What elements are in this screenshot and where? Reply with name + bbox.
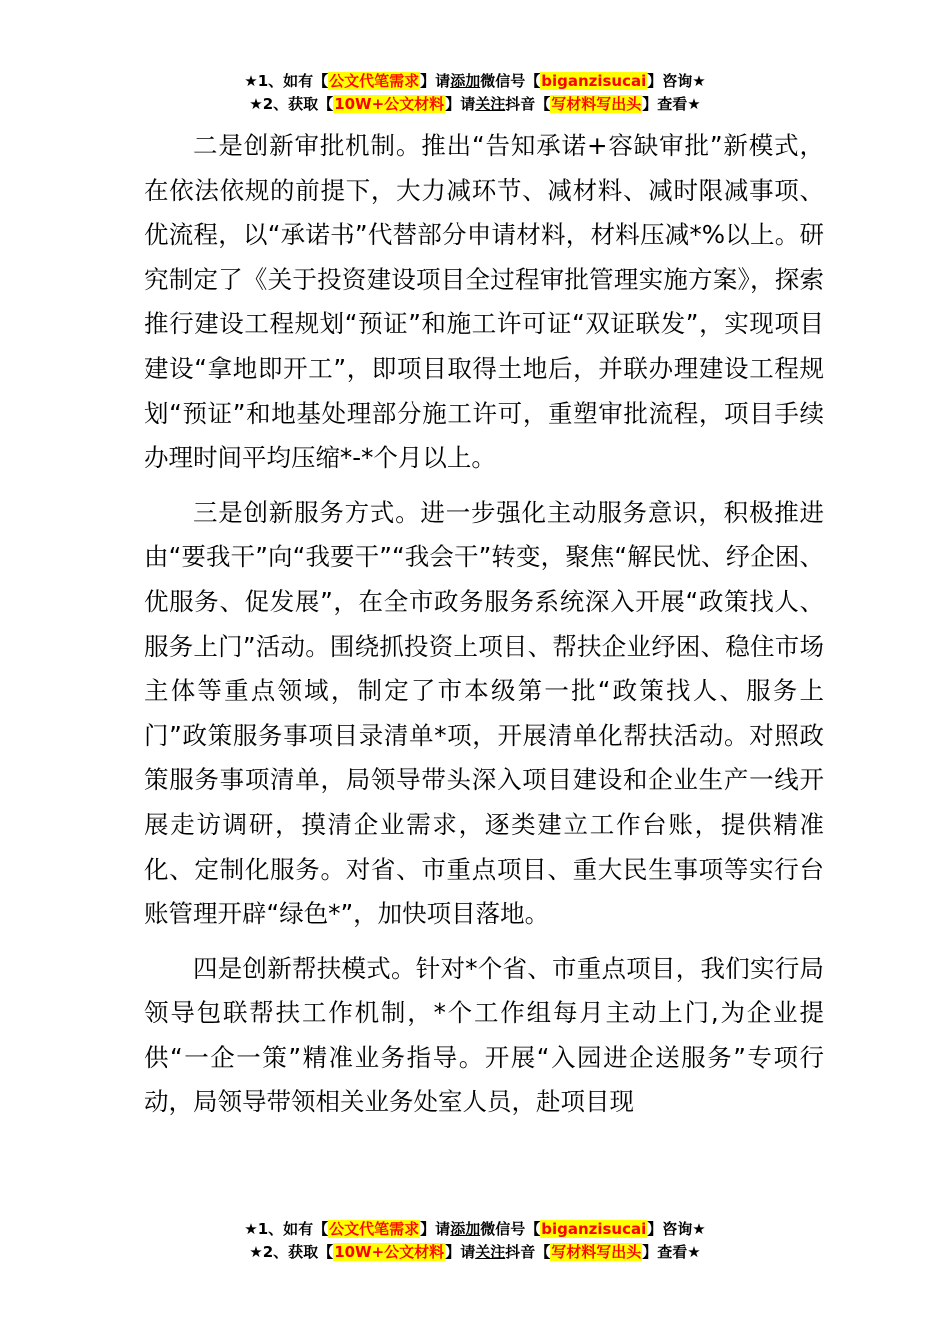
header-line-2-prefix: ★2、获取【 (249, 95, 334, 113)
paragraph-service-method: 三是创新服务方式。进一步强化主动服务意识，积极推进由“要我干”向“我要干”“我会干”转变，聚焦“解民忧、纾企困、优服务、促发展”，在全市政务服务系统深入开展“政策找人、服务上门”活动。围绕抓投资上项目、帮扶企业纾困、稳住市场主体等重点领域，制定了市本级第一批“政策找人、服务上门”政策服务事项目录清单*项，开展清单化帮扶活动。对照政策服务事项清单，局领导带头深入项目建设和企业生产一线开展走访调研，摸清企业需求，逐类建立工作台账，提供精准化、定制化服务。对省、市重点项目、重大民生事项等实行台账管理开辟“绿色*”，加快项目落地。 (144, 497, 824, 929)
header-line-2 (0, 93, 950, 116)
footer-line-2 (0, 1241, 950, 1264)
header-line-1-wechat: 微信号【 (480, 72, 541, 90)
header-highlight-douyin-id: 写材料写出头 (551, 95, 642, 113)
footer-line-1-wechat: 微信号【 (480, 1220, 541, 1238)
header-highlight-wechat-id: biganzisucai (541, 72, 647, 90)
footer-line-2-please: 】请 (445, 1243, 476, 1261)
footer-highlight-douyin-id: 写材料写出头 (551, 1243, 642, 1261)
footer-line-2-follow: 关注 (475, 1243, 506, 1261)
document-body (144, 124, 824, 1125)
paragraph-approval-mechanism: 二是创新审批机制。推出“告知承诺+容缺审批”新模式，在依法依规的前提下，大力减环节、减材料、减时限减事项、优流程，以“承诺书”代替部分申请材料，材料压减*%以上。研究制定了《关于投资建设项目全过程审批管理实施方案》，探索推行建设工程规划“预证”和施工许可证“双证联发”，实现项目建设“拿地即开工”，即项目取得土地后，并联办理建设工程规划“预证”和地基处理部分施工许可，重塑审批流程，项目手续办理时间平均压缩*-*个月以上。 (144, 131, 824, 473)
header-line-2-suffix: 】查看★ (642, 95, 701, 113)
header-line-1-prefix: ★1、如有【 (244, 72, 329, 90)
footer-line-1-add: 添加 (450, 1220, 481, 1238)
footer-highlight-service: 公文代笔需求 (329, 1220, 420, 1238)
footer-highlight-wechat-id: biganzisucai (541, 1220, 647, 1238)
footer-line-1-suffix: 】咨询★ (647, 1220, 706, 1238)
footer-line-1 (0, 1218, 950, 1241)
header-line-1-suffix: 】咨询★ (647, 72, 706, 90)
header-line-2-follow: 关注 (475, 95, 506, 113)
footer-line-1-prefix: ★1、如有【 (244, 1220, 329, 1238)
header-banner (0, 70, 950, 116)
header-line-2-douyin: 抖音【 (505, 95, 551, 113)
header-line-1 (0, 70, 950, 93)
footer-line-2-suffix: 】查看★ (642, 1243, 701, 1261)
paragraph-assistance-model: 四是创新帮扶模式。针对*个省、市重点项目，我们实行局领导包联帮扶工作机制，*个工作组每月主动上门,为企业提供“一企一策”精准业务指导。开展“入园进企送服务”专项行动，局领导带领相关业务处室人员，赴项目现 (144, 953, 824, 1117)
header-line-1-please: 】请 (420, 72, 451, 90)
footer-highlight-materials: 10W+公文材料 (334, 1243, 445, 1261)
footer-line-2-prefix: ★2、获取【 (249, 1243, 334, 1261)
header-highlight-materials: 10W+公文材料 (334, 95, 445, 113)
footer-line-1-please: 】请 (420, 1220, 451, 1238)
header-line-2-please: 】请 (445, 95, 476, 113)
header-line-1-add: 添加 (450, 72, 481, 90)
footer-banner (0, 1218, 950, 1264)
footer-line-2-douyin: 抖音【 (505, 1243, 551, 1261)
header-highlight-service: 公文代笔需求 (329, 72, 420, 90)
